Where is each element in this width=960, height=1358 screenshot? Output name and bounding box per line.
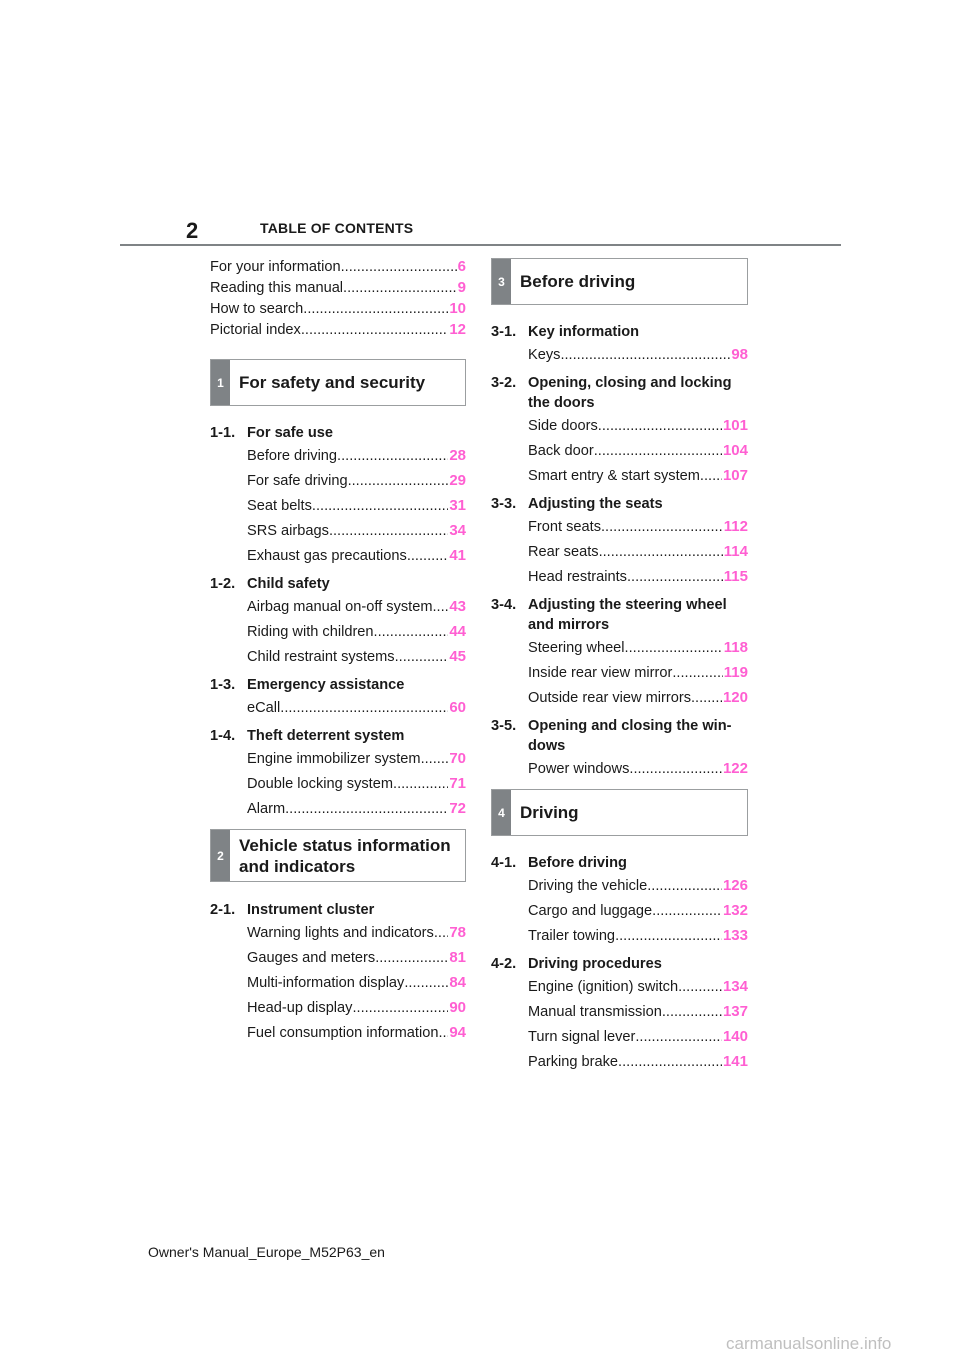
page-link[interactable]: 98 <box>731 346 748 363</box>
subsection-heading[interactable] <box>491 322 748 342</box>
page-link[interactable]: 101 <box>722 417 748 434</box>
toc-entry[interactable] <box>247 947 466 968</box>
leader-dots <box>352 998 448 1018</box>
page-number: 2 <box>186 218 199 243</box>
page-link[interactable]: 134 <box>722 978 748 995</box>
section-title-line: Vehicle status information <box>239 835 451 855</box>
entry-label: For safe driving <box>247 473 348 489</box>
toc-entry[interactable] <box>528 662 748 683</box>
subsection-title <box>528 373 748 413</box>
toc-entry[interactable] <box>247 1022 466 1043</box>
leader-dots <box>407 546 448 566</box>
page-link[interactable]: 118 <box>723 639 748 656</box>
page-link[interactable]: 45 <box>449 648 466 665</box>
section-header-4[interactable] <box>491 789 748 836</box>
entry-label: For your information <box>210 259 341 275</box>
section-header-3[interactable] <box>491 258 748 305</box>
leader-dots <box>629 759 722 779</box>
leader-dots <box>434 923 448 943</box>
leader-dots <box>635 1027 722 1047</box>
entry-label: Manual transmission <box>528 1004 662 1020</box>
toc-entry[interactable] <box>528 1026 748 1047</box>
page-link[interactable]: 114 <box>723 543 748 560</box>
leader-dots <box>652 901 722 921</box>
leader-dots <box>672 663 722 683</box>
entry-label: Riding with children <box>247 624 374 640</box>
entry-label: Smart entry & start system <box>528 468 700 484</box>
toc-entry[interactable] <box>210 319 466 340</box>
toc-entry[interactable] <box>247 773 466 794</box>
subsection-title-line: Opening, closing and locking <box>528 375 732 391</box>
entry-label: Fuel consumption information <box>247 1025 439 1041</box>
entry-label: Seat belts <box>247 498 312 514</box>
page-link[interactable]: 141 <box>722 1053 748 1070</box>
subsection-title: Before driving <box>528 855 627 871</box>
page-link[interactable]: 104 <box>722 442 748 459</box>
entry-label: SRS airbags <box>247 523 329 539</box>
subsection-heading[interactable] <box>491 716 748 756</box>
subsection-heading[interactable] <box>491 494 748 514</box>
entry-label: Power windows <box>528 761 630 777</box>
toc-entry[interactable] <box>247 470 466 491</box>
page-link[interactable]: 81 <box>449 949 466 966</box>
page-link[interactable]: 29 <box>449 472 466 489</box>
subsection-title <box>528 595 748 635</box>
leader-dots <box>662 1002 722 1022</box>
leader-dots <box>594 441 722 461</box>
toc-entry[interactable] <box>528 440 748 461</box>
toc-entry[interactable] <box>528 516 748 537</box>
toc-entry[interactable] <box>247 748 466 769</box>
subsection-title: Instrument cluster <box>247 902 375 918</box>
subsection-heading[interactable] <box>210 726 466 746</box>
toc-entry[interactable] <box>528 566 748 587</box>
entry-label: How to search <box>210 301 304 317</box>
leader-dots <box>348 471 449 491</box>
leader-dots <box>329 521 448 541</box>
subsection-title: Driving procedures <box>528 956 662 972</box>
leader-dots <box>627 567 723 587</box>
leader-dots <box>375 948 448 968</box>
leader-dots <box>599 542 723 562</box>
subsection-number: 4-2. <box>491 956 517 972</box>
leader-dots <box>312 496 448 516</box>
subsection-heading[interactable] <box>210 900 466 920</box>
section-tab: 4 <box>492 790 511 835</box>
page-link[interactable]: 122 <box>722 760 748 777</box>
toc-entry[interactable] <box>210 277 466 298</box>
subsection-number: 3-3. <box>491 496 517 512</box>
subsection-title: Emergency assistance <box>247 677 405 693</box>
entry-label: Engine (ignition) switch <box>528 979 679 995</box>
toc-entry[interactable] <box>247 545 466 566</box>
section-tab: 2 <box>211 830 230 881</box>
page-link[interactable]: 133 <box>722 927 748 944</box>
leader-dots <box>393 774 448 794</box>
leader-dots <box>280 698 448 718</box>
subsection-number: 3-4. <box>491 597 517 613</box>
page-link[interactable]: 115 <box>723 568 748 585</box>
toc-entry[interactable] <box>528 344 748 365</box>
page-link[interactable]: 43 <box>449 598 466 615</box>
subsection-title-line: Adjusting the steering wheel <box>528 597 727 613</box>
leader-dots <box>625 638 723 658</box>
page-link[interactable]: 120 <box>722 689 748 706</box>
page-link[interactable]: 119 <box>723 664 748 681</box>
page-link[interactable]: 31 <box>449 497 466 514</box>
subsection-heading[interactable] <box>210 675 466 695</box>
subsection-title: Theft deterrent system <box>247 728 405 744</box>
page-link[interactable]: 10 <box>449 300 466 317</box>
toc-entry[interactable] <box>247 997 466 1018</box>
leader-dots <box>303 299 448 319</box>
subsection-number: 1-4. <box>210 728 236 744</box>
entry-label: Pictorial index <box>210 322 301 338</box>
page-link[interactable]: 6 <box>457 258 466 275</box>
entry-label: Trailer towing <box>528 928 616 944</box>
subsection-heading[interactable] <box>491 373 748 413</box>
subsection-heading[interactable] <box>210 574 466 594</box>
leader-dots <box>700 466 722 486</box>
toc-entry[interactable] <box>247 495 466 516</box>
toc-entry[interactable] <box>210 256 466 277</box>
leader-dots <box>618 1052 722 1072</box>
toc-entry[interactable] <box>528 415 748 436</box>
footer-text: Owner's Manual_Europe_M52P63_en <box>148 1244 385 1260</box>
leader-dots <box>301 320 448 340</box>
toc-entry[interactable] <box>528 758 748 779</box>
entry-label: Steering wheel <box>528 640 625 656</box>
entry-label: Head-up display <box>247 1000 353 1016</box>
subsection-number: 4-1. <box>491 855 517 871</box>
toc-entry[interactable] <box>247 621 466 642</box>
page-link[interactable]: 72 <box>449 800 466 817</box>
entry-label: Front seats <box>528 519 601 535</box>
entry-label: Turn signal lever <box>528 1029 636 1045</box>
entry-label: Driving the vehicle <box>528 878 648 894</box>
subsection-title: Child safety <box>247 576 330 592</box>
subsection-number: 1-2. <box>210 576 236 592</box>
page-link[interactable]: 126 <box>722 877 748 894</box>
header-divider <box>120 244 841 246</box>
leader-dots <box>647 876 722 896</box>
toc-entry[interactable] <box>247 646 466 667</box>
toc-entry[interactable] <box>528 875 748 896</box>
subsection-title: For safe use <box>247 425 333 441</box>
leader-dots <box>615 926 722 946</box>
leader-dots <box>691 688 722 708</box>
page-link[interactable]: 34 <box>449 522 466 539</box>
subsection-title: Adjusting the seats <box>528 496 663 512</box>
leader-dots <box>343 278 457 298</box>
page-link[interactable]: 71 <box>449 775 466 792</box>
toc-right-column <box>491 256 748 1074</box>
subsection-heading[interactable] <box>491 595 748 635</box>
entry-label: Rear seats <box>528 544 599 560</box>
section-tab: 3 <box>492 259 511 304</box>
subsection-number: 1-3. <box>210 677 236 693</box>
page-link[interactable]: 140 <box>722 1028 748 1045</box>
page-link[interactable]: 137 <box>722 1003 748 1020</box>
leader-dots <box>421 749 449 769</box>
subsection-heading[interactable] <box>491 853 748 873</box>
entry-label: Parking brake <box>528 1054 619 1070</box>
entry-label: Double locking system <box>247 776 394 792</box>
leader-dots <box>598 416 722 436</box>
section-header-2[interactable] <box>210 829 466 882</box>
entry-label: Gauges and meters <box>247 950 376 966</box>
entry-label: Inside rear view mirror <box>528 665 673 681</box>
toc-entry[interactable] <box>247 798 466 819</box>
subsection-title-line: dows <box>528 738 566 754</box>
toc-entry[interactable] <box>528 976 748 997</box>
entry-label: Before driving <box>247 448 338 464</box>
leader-dots <box>374 622 449 642</box>
leader-dots <box>404 973 448 993</box>
toc-entry[interactable] <box>528 900 748 921</box>
section-title: Driving <box>520 803 579 822</box>
leader-dots <box>560 345 730 365</box>
toc-entry[interactable] <box>528 925 748 946</box>
toc-entry[interactable] <box>528 1001 748 1022</box>
subsection-heading[interactable] <box>491 954 748 974</box>
toc-entry[interactable] <box>210 298 466 319</box>
entry-label: Side doors <box>528 418 598 434</box>
subsection-title <box>528 716 748 756</box>
page-link[interactable]: 60 <box>449 699 466 716</box>
entry-label: Airbag manual on-off system <box>247 599 433 615</box>
page-link[interactable]: 12 <box>449 321 466 338</box>
subsection-number: 3-5. <box>491 718 517 734</box>
page-link[interactable]: 70 <box>449 750 466 767</box>
toc-entry[interactable] <box>247 520 466 541</box>
leader-dots <box>395 647 449 667</box>
section-tab: 1 <box>211 360 230 405</box>
toc-entry[interactable] <box>528 465 748 486</box>
page-link[interactable]: 78 <box>449 924 466 941</box>
leader-dots <box>285 799 448 819</box>
entry-label: Head restraints <box>528 569 627 585</box>
subsection-number: 1-1. <box>210 425 236 441</box>
page-link[interactable]: 84 <box>449 974 466 991</box>
entry-label: Reading this manual <box>210 280 344 296</box>
entry-label: Back door <box>528 443 594 459</box>
toc-entry[interactable] <box>528 541 748 562</box>
header-title: TABLE OF CONTENTS <box>260 220 414 236</box>
page-link[interactable]: 28 <box>449 447 466 464</box>
subsection-title: Key information <box>528 324 640 340</box>
leader-dots <box>438 1023 448 1043</box>
toc-left-column <box>210 256 466 1045</box>
entry-label: Multi-information display <box>247 975 405 991</box>
entry-label: Engine immobilizer system <box>247 751 421 767</box>
toc-entry[interactable] <box>247 697 466 718</box>
subsection-number: 2-1. <box>210 902 236 918</box>
subsection-title-line: Opening and closing the win- <box>528 718 732 734</box>
toc-entry[interactable] <box>247 922 466 943</box>
entry-label: Child restraint systems <box>247 649 395 665</box>
leader-dots <box>341 257 457 277</box>
subsection-number: 3-2. <box>491 375 517 391</box>
section-title-line: and indicators <box>239 856 356 876</box>
leader-dots <box>601 517 723 537</box>
section-title <box>230 830 451 881</box>
entry-label: Cargo and luggage <box>528 903 653 919</box>
entry-label: Outside rear view mirrors <box>528 690 691 706</box>
section-title: For safety and security <box>239 373 426 392</box>
toc-entry[interactable] <box>247 596 466 617</box>
toc-entry[interactable] <box>528 637 748 658</box>
page-link[interactable]: 9 <box>457 279 466 296</box>
page-link[interactable]: 107 <box>722 467 748 484</box>
page-link[interactable]: 94 <box>449 1024 466 1041</box>
entry-label: Alarm <box>247 801 286 817</box>
leader-dots <box>433 597 449 617</box>
page-link[interactable]: 41 <box>449 547 466 564</box>
entry-label: Exhaust gas precautions <box>247 548 407 564</box>
entry-label: eCall <box>247 700 281 716</box>
subsection-title-line: the doors <box>528 395 595 411</box>
intro-list <box>210 256 466 340</box>
toc-entry[interactable] <box>528 687 748 708</box>
page-link[interactable]: 132 <box>722 902 748 919</box>
section-title: Before driving <box>520 272 636 291</box>
page-link[interactable]: 44 <box>449 623 466 640</box>
page-link[interactable]: 112 <box>723 518 748 535</box>
section-header-1[interactable] <box>210 359 466 406</box>
toc-entry[interactable] <box>247 972 466 993</box>
subsection-number: 3-1. <box>491 324 517 340</box>
subsection-title-line: and mirrors <box>528 617 610 633</box>
entry-label: Warning lights and indicators <box>247 925 434 941</box>
watermark-text: carmanualsonline.info <box>726 1334 892 1353</box>
toc-entry[interactable] <box>528 1051 748 1072</box>
toc-entry[interactable] <box>247 445 466 466</box>
leader-dots <box>678 977 722 997</box>
page-link[interactable]: 90 <box>449 999 466 1016</box>
subsection-heading[interactable] <box>210 423 466 443</box>
entry-label: Keys <box>528 347 561 363</box>
leader-dots <box>337 446 448 466</box>
